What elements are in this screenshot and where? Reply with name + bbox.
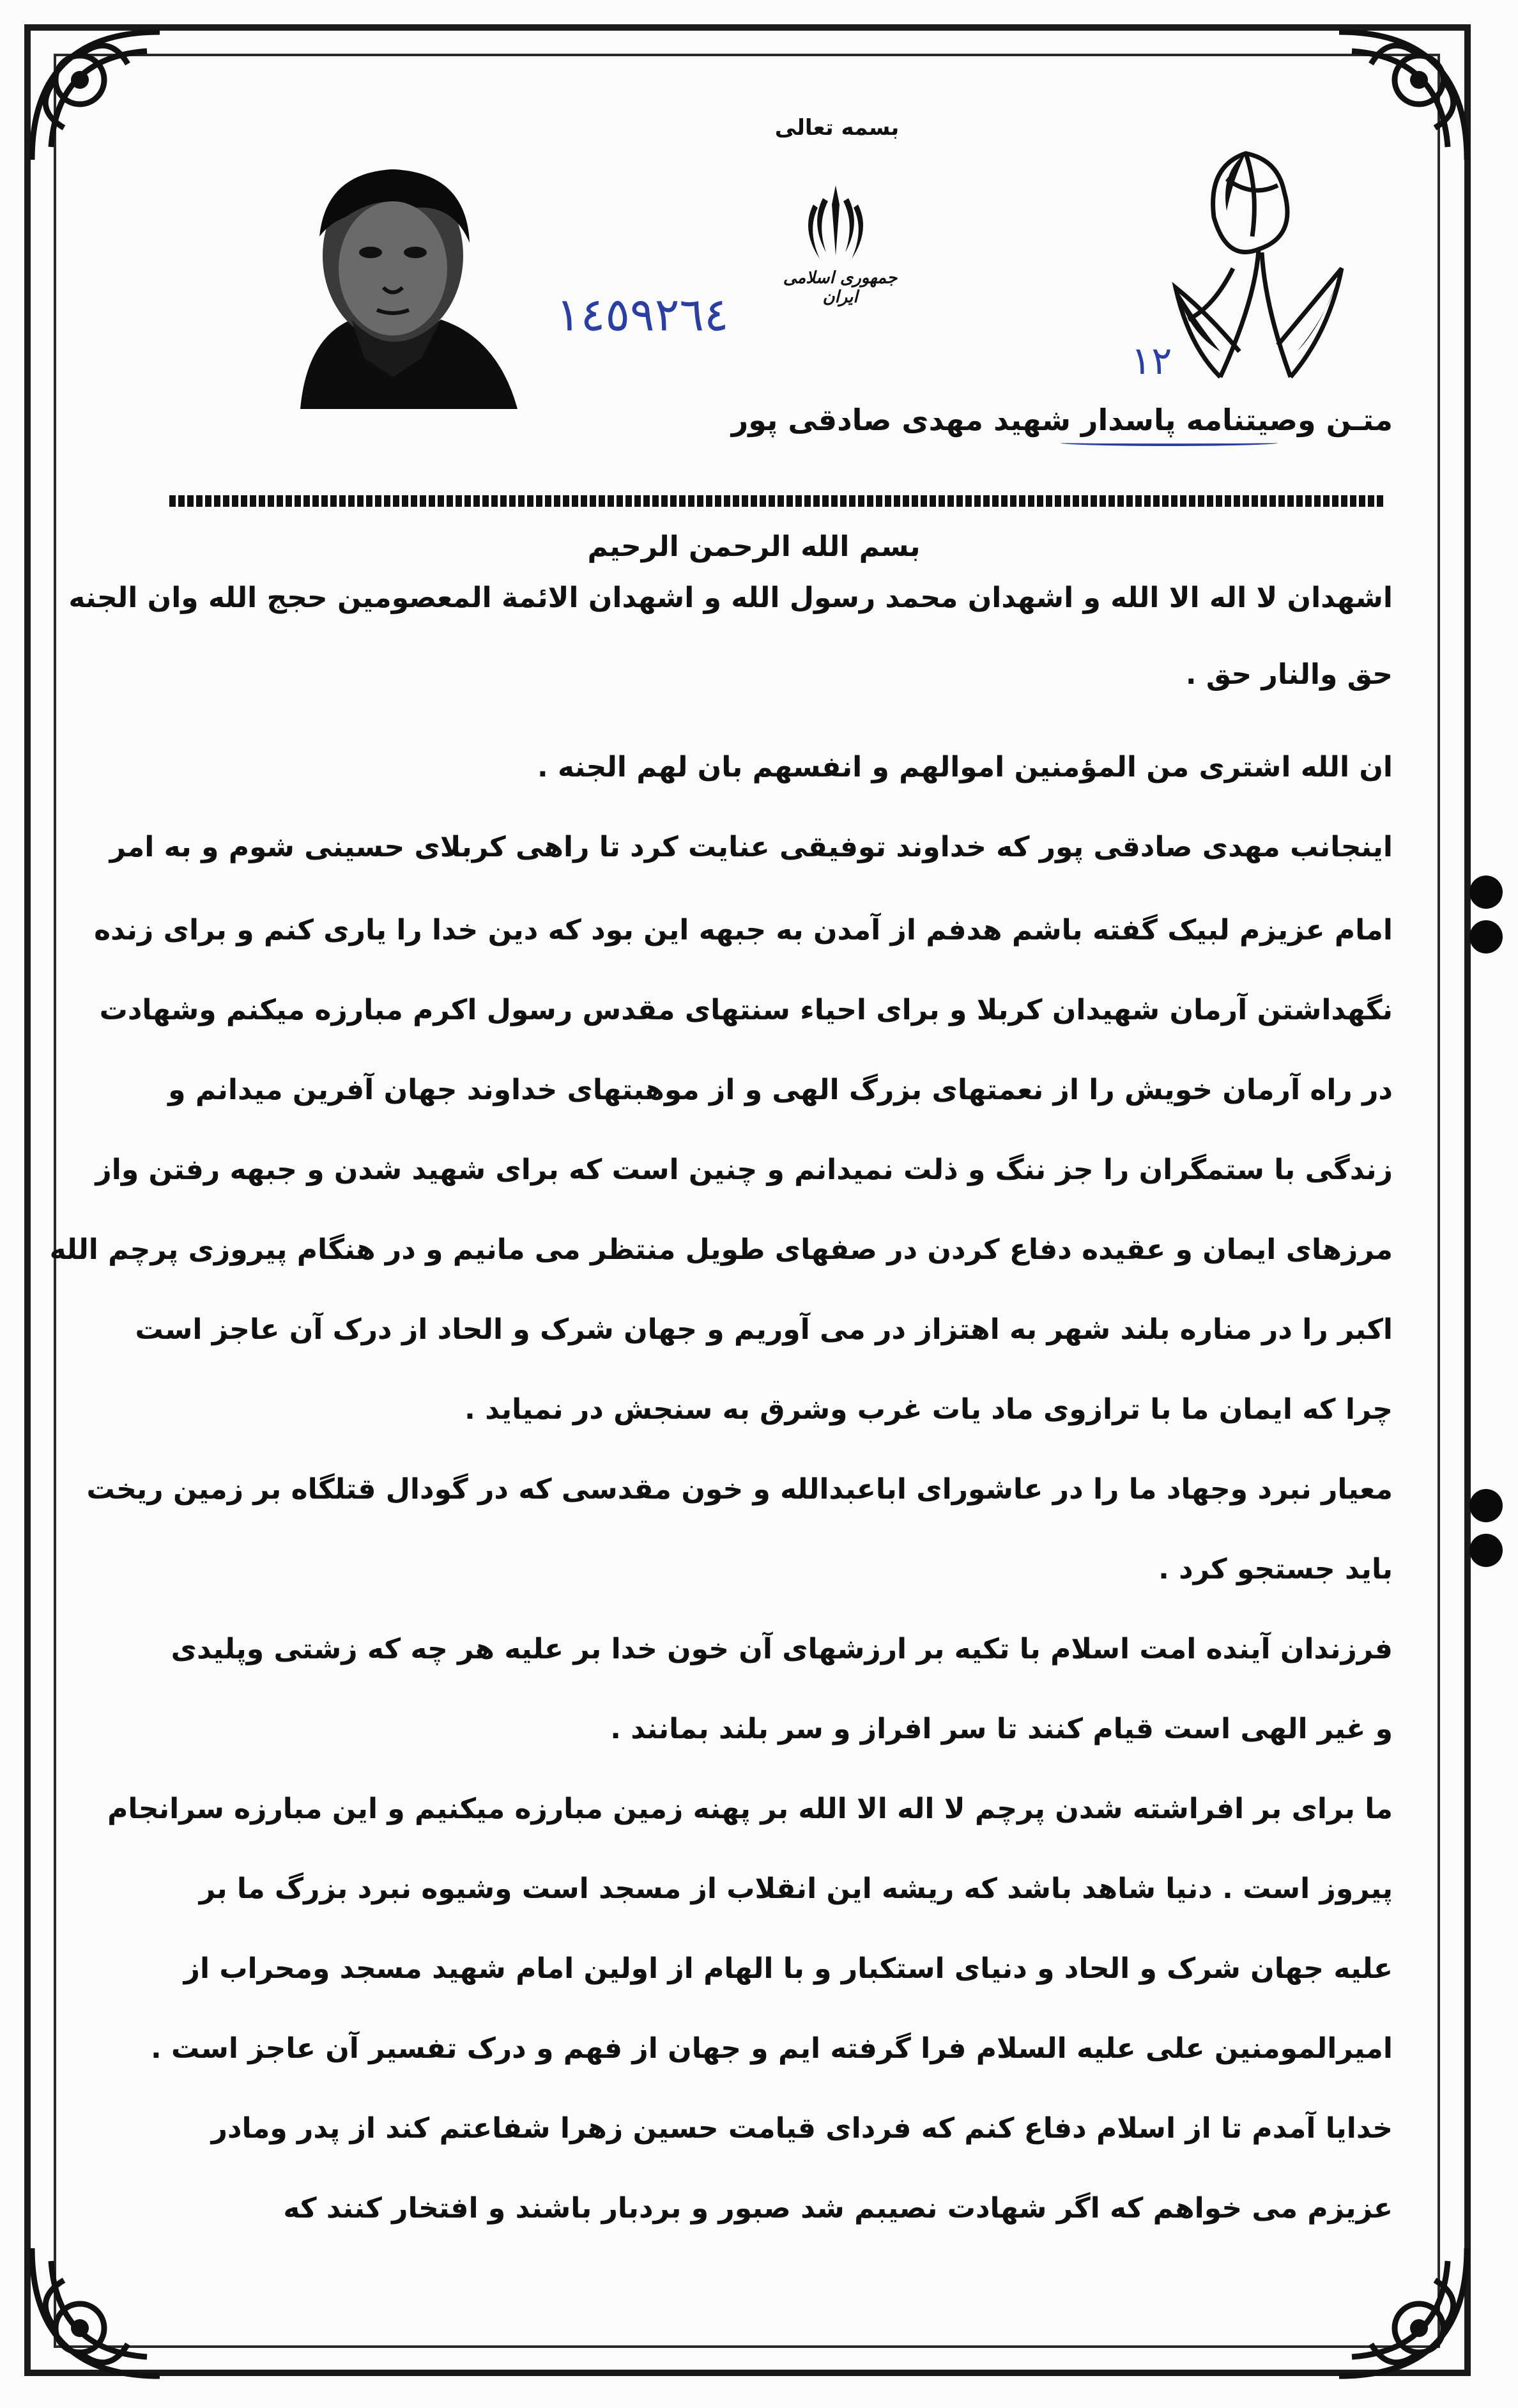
text-line: حق والنار حق . xyxy=(1185,658,1393,691)
header-separator xyxy=(169,495,1383,507)
text-line: علیه جهان شرک و الحاد و دنیای استکبار و با الهام از اولین امام شهید مسجد ومحراب از xyxy=(183,1952,1393,1985)
corner-ornament-bottom-right xyxy=(1326,2235,1480,2389)
text-line: زندگی با ستمگران را جز ننگ و ذلت نمیدانم و چنین است که برای شهید شدن و جبهه رفتن واز xyxy=(95,1154,1393,1186)
text-line: امیرالمومنین علی علیه السلام فرا گرفته ایم و جهان از فهم و درک تفسیر آن عاجز است . xyxy=(150,2032,1393,2065)
page-mark: ١٢ xyxy=(1131,339,1172,383)
text-line: چرا که ایمان ما با ترازوی ماد یات غرب وشرق به سنجش در نمیاید . xyxy=(464,1393,1393,1426)
text-line: اینجانب مهدی صادقی پور که خداوند توفیقی عنایت کرد تا راهی کربلای حسینی شوم و به امر xyxy=(109,831,1393,863)
republic-caption: جمهوری اسلامی ایران xyxy=(783,268,898,307)
page-title: متـن وصیتنامه پاسدار شهید مهدی صادقی پور xyxy=(731,403,1393,437)
basmala-line: بسم الله الرحمن الرحیم xyxy=(587,530,921,563)
text-line: و غیر الهی است قیام کنند تا سر افراز و سر بلند بمانند . xyxy=(610,1713,1393,1745)
text-line: باید جستجو کرد . xyxy=(1158,1553,1393,1586)
punch-hole xyxy=(1469,876,1503,909)
punch-hole xyxy=(1469,1489,1503,1522)
iran-emblem-icon xyxy=(797,179,874,268)
text-line: امام عزیزم لبیک گفته باشم هدفم از آمدن به جبهه این بود که دین خدا را یاری کنم و برای زنده xyxy=(94,914,1393,946)
bismihi-heading: بسمه تعالی xyxy=(774,115,900,141)
text-line: معیار نبرد وجهاد ما را در عاشورای اباعبدالله و خون مقدسی که در گودال قتلگاه بر زمین ریخت xyxy=(86,1473,1393,1506)
text-line: ان الله اشتری من المؤمنین اموالهم و انفسهم بان لهم الجنه . xyxy=(537,751,1393,783)
document-header xyxy=(0,0,1518,486)
title-underline xyxy=(1061,440,1278,446)
text-line: خدایا آمدم تا از اسلام دفاع کنم که فردای قیامت حسین زهرا شفاعتم کند از پدر ومادر xyxy=(211,2112,1393,2145)
corner-ornament-bottom-left xyxy=(19,2235,172,2389)
text-line: پیروز است . دنیا شاهد باشد که ریشه این انقلاب از مسجد است وشیوه نبرد بزرگ ما بر xyxy=(199,1872,1393,1905)
punch-hole xyxy=(1469,1534,1503,1567)
text-line: اکبر را در مناره بلند شهر به اهتزاز در می آوریم و جهان شرک و الحاد از درک آن عاجز است xyxy=(135,1313,1393,1346)
tulip-flower-icon xyxy=(1150,141,1361,383)
text-line: نگهداشتن آرمان شهیدان کربلا و برای احیاء سنتهای مقدس رسول اکرم مبارزه میکنم وشهادت xyxy=(99,994,1393,1026)
text-line: در راه آرمان خویش را از نعمتهای بزرگ الهی و از موهبتهای خداوند جهان آفرین میدانم و xyxy=(168,1074,1393,1106)
text-line: فرزندان آینده امت اسلام با تکیه بر ارزشهای آن خون خدا بر علیه هر چه که زشتی وپلیدی xyxy=(171,1633,1393,1665)
text-line: عزیزم می خواهم که اگر شهادت نصیبم شد صبور و بردبار باشند و افتخار کنند که xyxy=(283,2192,1393,2225)
handwritten-file-number: ١٤٥٩٢٦٤ xyxy=(556,288,729,341)
text-line: ما برای بر افراشته شدن پرچم لا اله الا الله بر پهنه زمین مبارزه میکنیم و این مبارزه سرانجام xyxy=(107,1793,1393,1825)
text-line: مرزهای ایمان و عقیده دفاع کردن در صفهای طویل منتظر می مانیم و در هنگام پیروزی پرچم الله xyxy=(49,1233,1393,1266)
punch-hole xyxy=(1469,920,1503,953)
martyr-portrait-image xyxy=(256,147,530,409)
text-line: اشهدان لا اله الا الله و اشهدان محمد رسول الله و اشهدان الائمة المعصومین حجج الله وان الجنه xyxy=(68,582,1393,614)
